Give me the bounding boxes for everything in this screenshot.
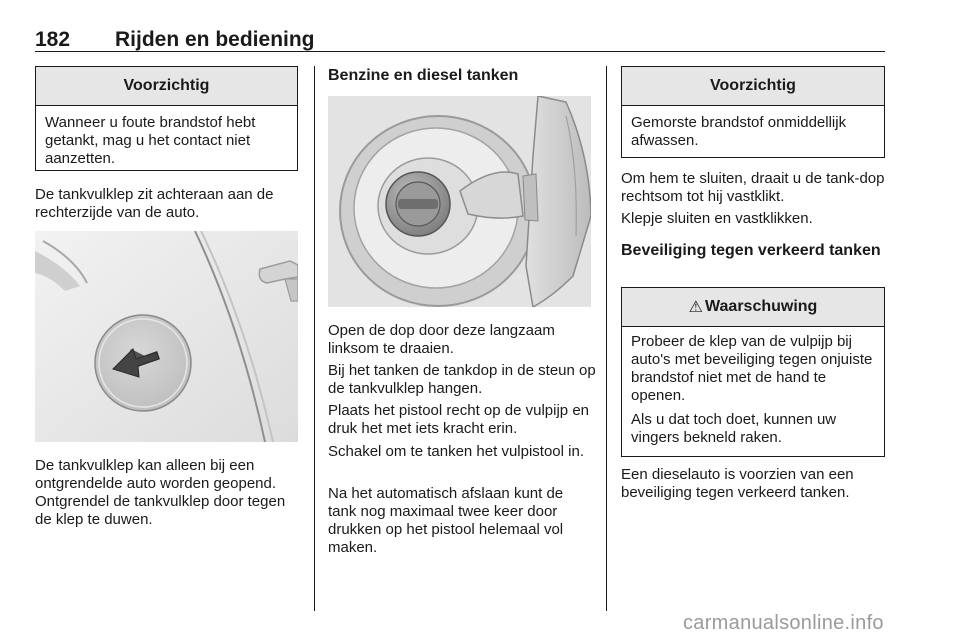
fuel-flap-closed-image — [35, 231, 298, 442]
column-divider-right — [606, 66, 607, 611]
caution-text-left: Wanneer u foute brandstof hebt getankt, mag u het contact niet aanzetten. — [45, 114, 256, 167]
paragraph-diesel-protection: Een dieselauto is voorzien van een beveiliging tegen verkeerd tanken. — [621, 466, 854, 501]
page-number: 182 — [35, 28, 71, 51]
page-header — [35, 22, 885, 52]
caution-box-right — [621, 66, 885, 158]
warning-triangle-icon: ⚠ — [688, 299, 704, 316]
fuel-cap-open-illustration — [328, 96, 591, 307]
header-divider — [35, 51, 885, 52]
warning-body — [622, 327, 884, 453]
caution-title-left: Voorzichtig — [36, 67, 297, 106]
paragraph-open-cap: Open de dop door deze langzaam linksom te draaien. — [328, 322, 555, 357]
fuel-cap-open-image — [328, 96, 591, 307]
paragraph-unlock-flap: De tankvulklep kan alleen bij een ontgrendelde auto worden geopend. Ontgrendel de tankvulklep door tegen de klep te duwen. — [35, 457, 286, 528]
paragraph-insert-nozzle: Plaats het pistool recht op de vulpijp en druk het met iets kracht erin. — [328, 402, 589, 437]
caution-title-right: Voorzichtig — [622, 67, 884, 106]
heading-misfuel-protection: Beveiliging tegen verkeerd tanken — [621, 242, 881, 259]
caution-box-left — [35, 66, 298, 171]
warning-text-2: Als u dat toch doet, kunnen uw vingers bekneld raken. — [631, 411, 837, 446]
paragraph-hang-cap: Bij het tanken de tankdop in de steun op de tankvulklep hangen. — [328, 362, 596, 397]
heading-refuel: Benzine en diesel tanken — [328, 67, 519, 84]
paragraph-close-cap: Om hem te sluiten, draait u de tank-dop rechtsom tot hij vastklikt. — [621, 170, 885, 205]
paragraph-fuel-flap-location: De tankvulklep zit achteraan aan de rechterzijde van de auto. — [35, 186, 274, 221]
warning-title: Waarschuwing — [705, 298, 818, 315]
chapter-title: Rijden en bediening — [115, 28, 315, 51]
paragraph-top-up: Na het automatisch afslaan kunt de tank nog maximaal twee keer door drukken op het pistool helemaal vol maken. — [328, 485, 564, 556]
warning-box — [621, 287, 885, 457]
caution-text-right: Gemorste brandstof onmiddellijk afwassen. — [631, 114, 847, 149]
paragraph-close-flap: Klepje sluiten en vastklikken. — [621, 210, 813, 227]
column-divider-left — [314, 66, 315, 611]
fuel-flap-closed-illustration — [35, 231, 298, 442]
watermark: carmanualsonline.info — [683, 612, 884, 634]
paragraph-activate-nozzle: Schakel om te tanken het vulpistool in. — [328, 443, 584, 460]
warning-text-1: Probeer de klep van de vulpijp bij auto's met beveiliging tegen onjuiste brandstof niet met de hand te openen. — [631, 333, 873, 404]
warning-header — [622, 288, 884, 327]
